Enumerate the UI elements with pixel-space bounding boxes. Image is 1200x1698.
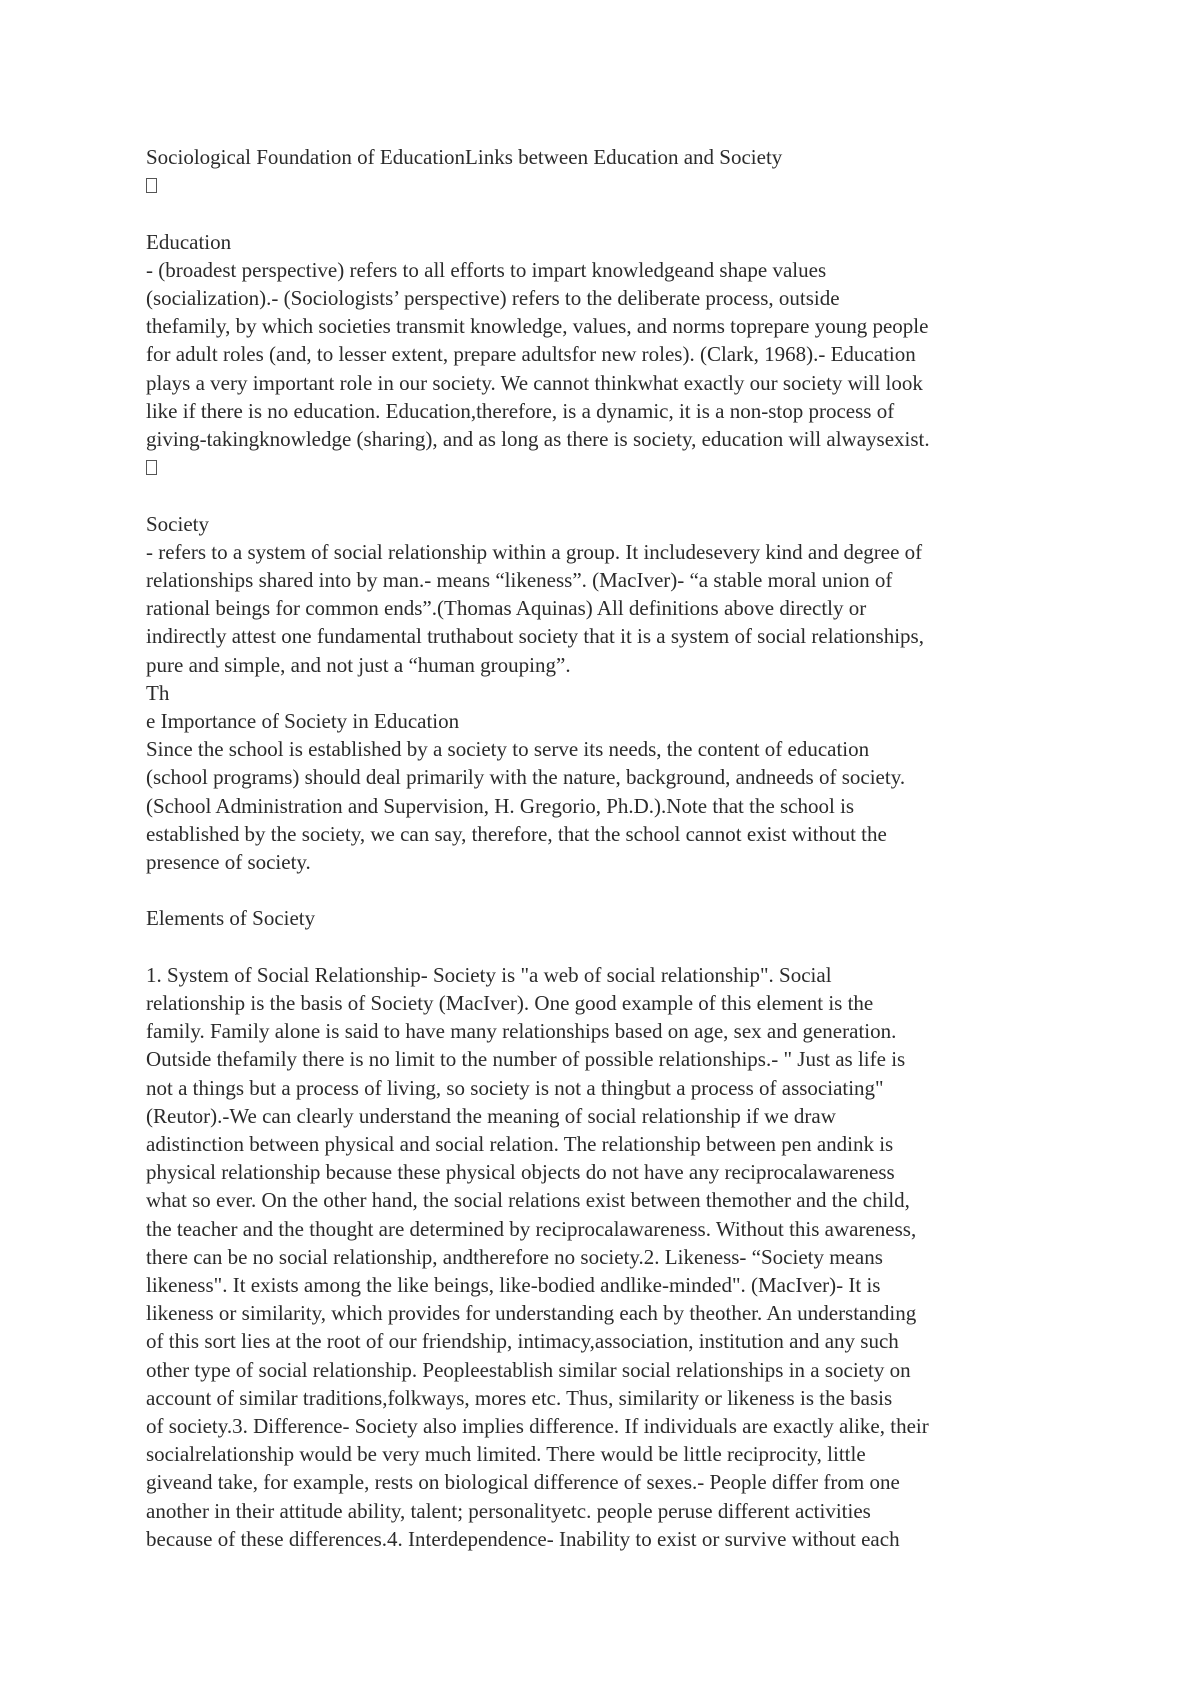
paragraph-line: (School Administration and Supervision, H. Gregorio, Ph.D.).Note that the school is (146, 793, 855, 818)
paragraph-line: - refers to a system of social relationship within a group. It includesevery kind and degree of (146, 539, 923, 564)
missing-glyph-marker (146, 171, 1066, 199)
paragraph-line: - (broadest perspective) refers to all efforts to impart knowledgeand shape values (146, 257, 827, 282)
education-paragraph (146, 256, 1066, 453)
paragraph-line: (Reutor).-We can clearly understand the meaning of social relationship if we draw (146, 1103, 836, 1128)
spacer (146, 199, 1066, 227)
elements-heading: Elements of Society (146, 906, 316, 931)
paragraph-line: indirectly attest one fundamental truthabout society that it is a system of social relationships, (146, 624, 924, 649)
paragraph-line: (socialization).- (Sociologists’ perspective) refers to the deliberate process, outside (146, 286, 840, 310)
paragraph-line: physical relationship because these physical objects do not have any reciprocalawareness (146, 1160, 895, 1185)
paragraph-line: Outside thefamily there is no limit to the number of possible relationships.- " Just as life is (146, 1047, 906, 1072)
paragraph-line: another in their attitude ability, talent; personalityetc. people peruse different activities (146, 1498, 871, 1523)
paragraph-line: relationship is the basis of Society (MacIver). One good example of this element is the (146, 991, 874, 1016)
paragraph-line: 1. System of Social Relationship- Society is "a web of social relationship". Social (146, 962, 832, 987)
paragraph-line: rational beings for common ends”.(Thomas Aquinas) All definitions above directly or (146, 596, 867, 621)
paragraph-line: pure and simple, and not just a “human grouping”. (146, 652, 571, 677)
spacer (146, 933, 1066, 961)
paragraph-line: Since the school is established by a society to serve its needs, the content of education (146, 737, 870, 762)
importance-paragraph (146, 735, 1066, 876)
paragraph-line: like if there is no education. Education,therefore, is a dynamic, it is a non-stop process of (146, 398, 895, 423)
paragraph-line: socialrelationship would be very much limited. There would be little reciprocity, little (146, 1442, 866, 1467)
document-page (146, 143, 1066, 1553)
education-heading: Education (146, 229, 232, 254)
paragraph-line: giveand take, for example, rests on biological difference of sexes.- People differ from one (146, 1470, 900, 1495)
paragraph-line: for adult roles (and, to lesser extent, prepare adultsfor new roles). (Clark, 1968).- Education (146, 342, 916, 367)
paragraph-line: of society.3. Difference- Society also implies difference. If individuals are exactly alike, their (146, 1414, 929, 1439)
paragraph-line: the teacher and the thought are determined by reciprocalawareness. Without this awareness, (146, 1216, 917, 1241)
paragraph-line: (school programs) should deal primarily with the nature, background, andneeds of society. (146, 765, 906, 790)
elements-paragraph (146, 961, 1066, 1553)
paragraph-line: not a things but a process of living, so society is not a thingbut a process of associating" (146, 1075, 884, 1100)
paragraph-line: what so ever. On the other hand, the social relations exist between themother and the child, (146, 1188, 910, 1213)
society-paragraph (146, 538, 1066, 679)
missing-glyph-icon (146, 460, 157, 475)
missing-glyph-icon (146, 178, 157, 193)
paragraph-line: other type of social relationship. Peopleestablish similar social relationships in a society on (146, 1357, 911, 1382)
document-title: Sociological Foundation of EducationLinks between Education and Society (146, 145, 783, 169)
spacer (146, 876, 1066, 904)
paragraph-line: adistinction between physical and social relation. The relationship between pen andink is (146, 1132, 894, 1157)
importance-heading-part2: e Importance of Society in Education (146, 709, 460, 734)
paragraph-line: likeness". It exists among the like beings, like-bodied andlike-minded". (MacIver)- It is (146, 1273, 881, 1298)
spacer (146, 481, 1066, 509)
paragraph-line: presence of society. (146, 850, 311, 875)
paragraph-line: there can be no social relationship, andtherefore no society.2. Likeness- “Society means (146, 1244, 883, 1269)
paragraph-line: because of these differences.4. Interdependence- Inability to exist or survive without each (146, 1526, 900, 1551)
paragraph-line: giving-takingknowledge (sharing), and as long as there is society, education will alwaysexist. (146, 427, 930, 452)
paragraph-line: plays a very important role in our society. We cannot thinkwhat exactly our society will look (146, 370, 923, 395)
paragraph-line: relationships shared into by man.- means “likeness”. (MacIver)- “a stable moral union of (146, 568, 893, 593)
importance-heading-part1: Th (146, 680, 170, 705)
paragraph-line: of this sort lies at the root of our friendship, intimacy,association, institution and any such (146, 1329, 899, 1354)
paragraph-line: likeness or similarity, which provides for understanding each by theother. An understanding (146, 1301, 917, 1326)
paragraph-line: established by the society, we can say, therefore, that the school cannot exist without the (146, 821, 887, 846)
paragraph-line: account of similar traditions,folkways, mores etc. Thus, similarity or likeness is the basis (146, 1385, 893, 1410)
society-heading: Society (146, 511, 209, 536)
missing-glyph-marker (146, 453, 1066, 481)
paragraph-line: family. Family alone is said to have many relationships based on age, sex and generation. (146, 1019, 897, 1044)
paragraph-line: thefamily, by which societies transmit knowledge, values, and norms toprepare young people (146, 314, 929, 339)
